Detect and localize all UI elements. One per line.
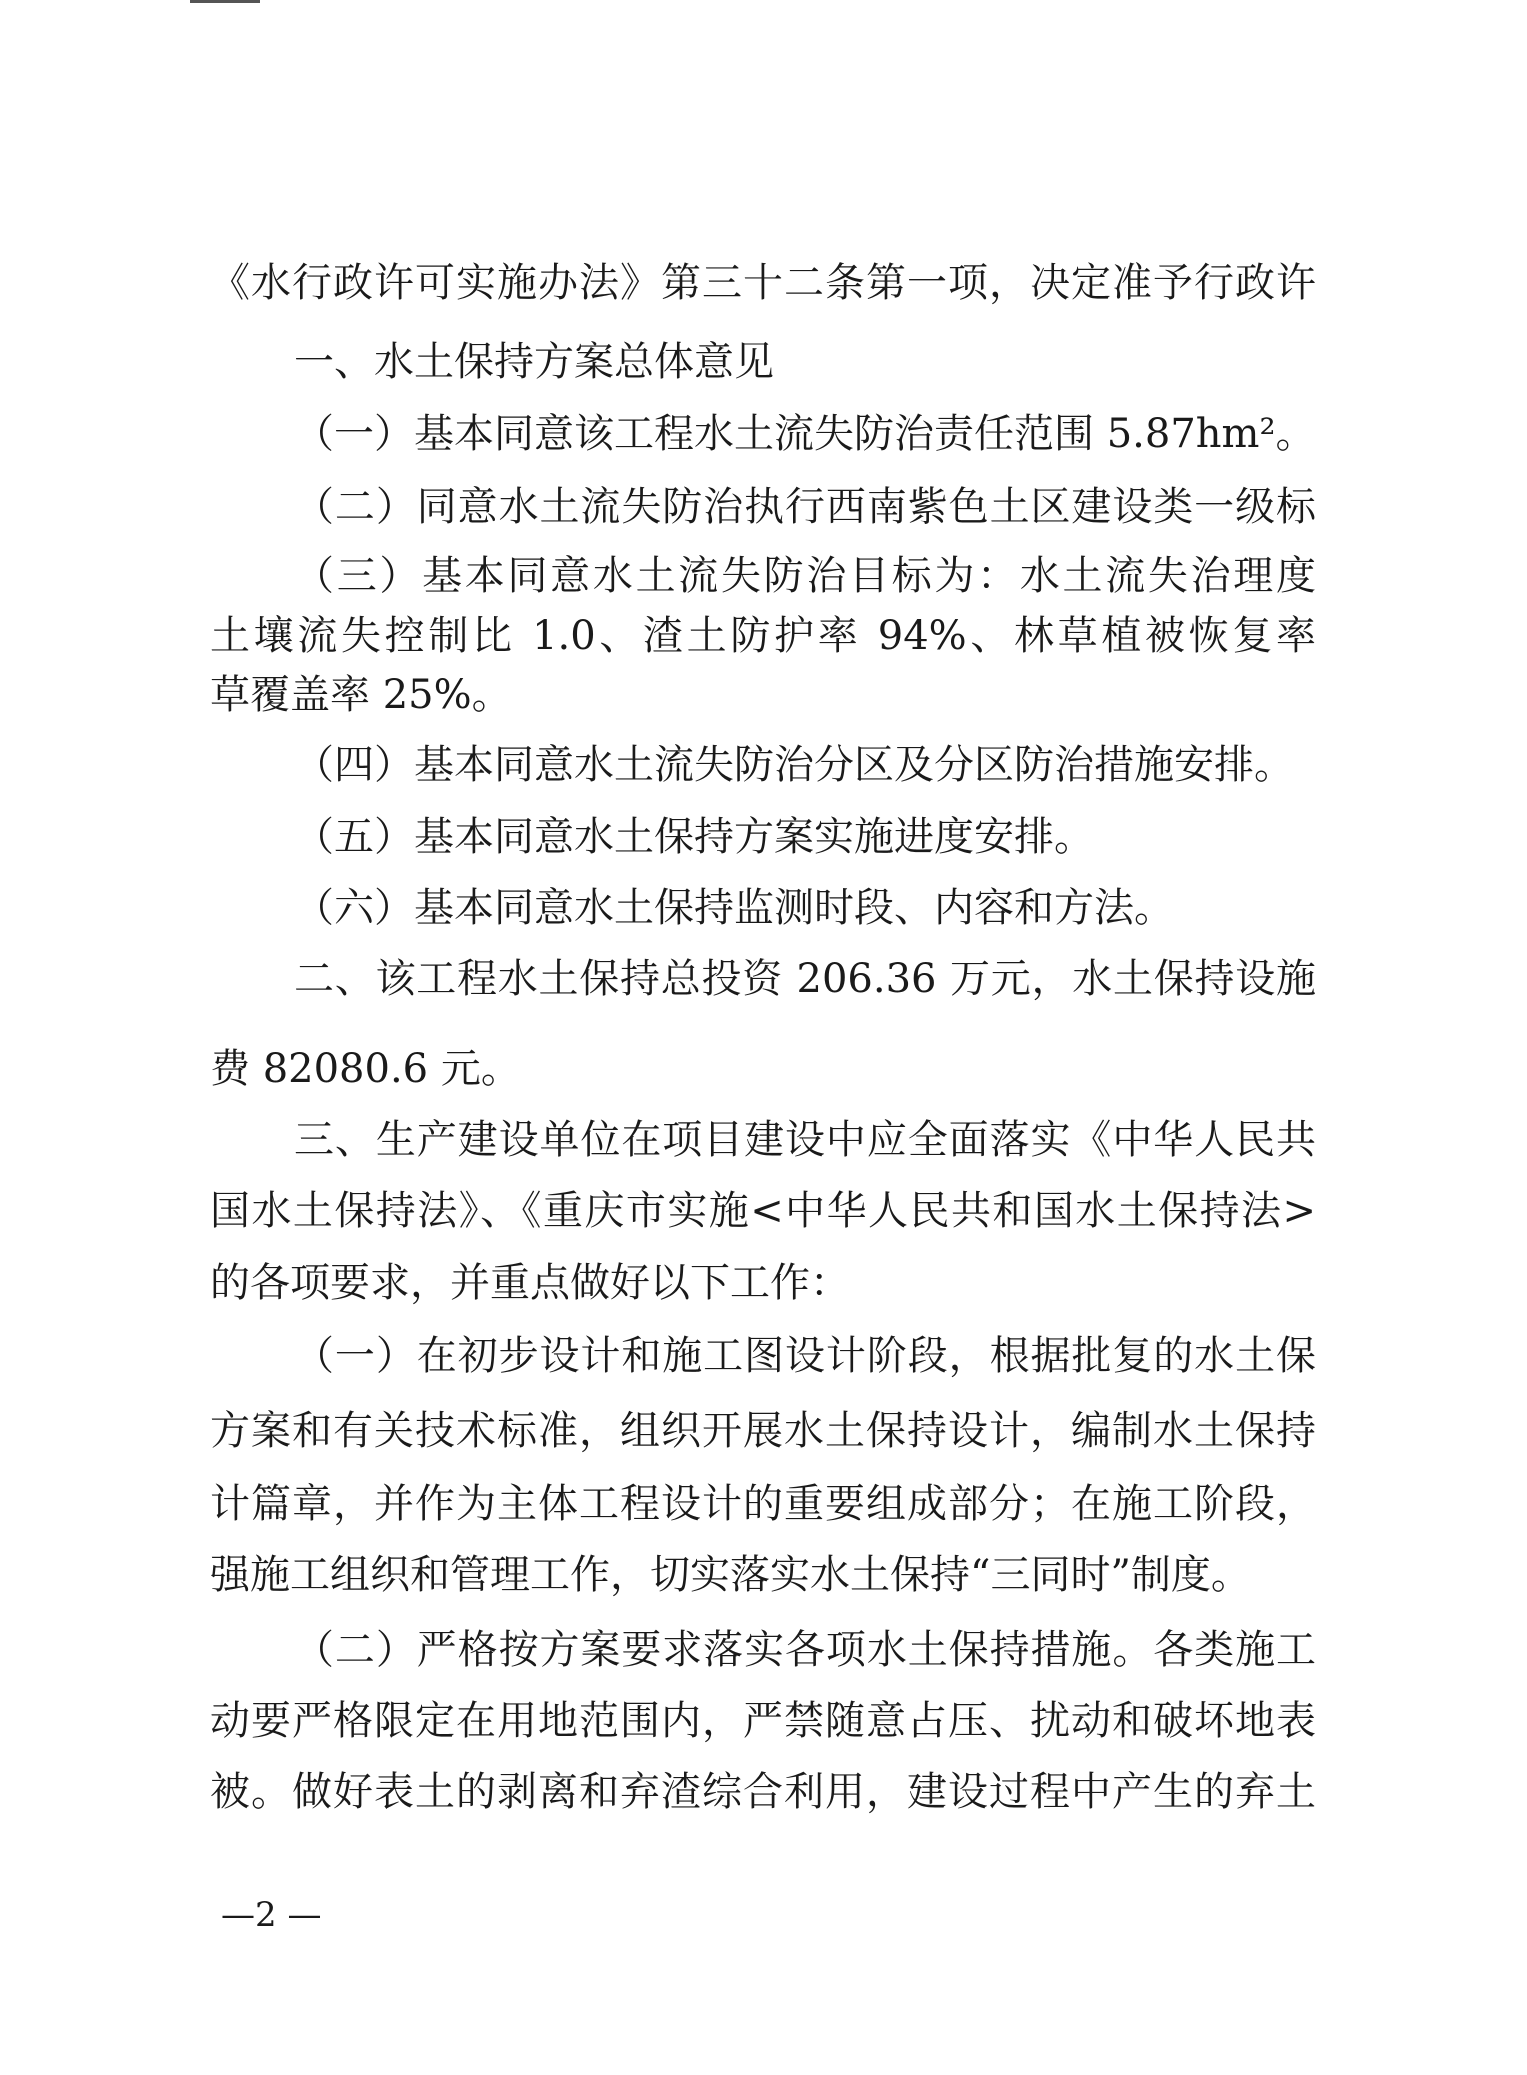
text-line: 的各项要求，并重点做好以下工作： [210,1260,850,1306]
text-line: 方案和有关技术标准，组织开展水土保持设计，编制水土保持 [210,1408,1316,1454]
text-line: 计篇章，并作为主体工程设计的重要组成部分；在施工阶段， [210,1481,1316,1527]
text-line: （六）基本同意水土保持监测时段、内容和方法。 [294,885,1174,931]
scan-mark [190,0,260,3]
text-line: 三、生产建设单位在项目建设中应全面落实《中华人民共 [294,1117,1316,1163]
text-line: 被。做好表土的剥离和弃渣综合利用，建设过程中产生的弃土 [210,1769,1316,1815]
text-line: （五）基本同意水土保持方案实施进度安排。 [294,814,1094,860]
text-line: （一）基本同意该工程水土流失防治责任范围 5.87hm²。 [294,411,1316,457]
text-line: （三）基本同意水土流失防治目标为：水土流失治理度 [294,553,1316,599]
text-line: 《水行政许可实施办法》第三十二条第一项，决定准予行政许 [210,260,1316,306]
text-line: （一）在初步设计和施工图设计阶段，根据批复的水土保 [294,1333,1316,1379]
text-line: （四）基本同意水土流失防治分区及分区防治措施安排。 [294,742,1294,788]
text-line: （二）严格按方案要求落实各项水土保持措施。各类施工 [294,1627,1316,1673]
text-line: （二）同意水土流失防治执行西南紫色土区建设类一级标 [294,484,1316,530]
text-line: 草覆盖率 25%。 [210,672,512,718]
text-line: 二、该工程水土保持总投资 206.36 万元，水土保持设施 [294,956,1316,1002]
text-line: 强施工组织和管理工作，切实落实水土保持“三同时”制度。 [210,1552,1251,1598]
text-line: 土壤流失控制比 1.0、渣土防护率 94%、林草植被恢复率 [210,613,1316,659]
text-line: 动要严格限定在用地范围内，严禁随意占压、扰动和破坏地表 [210,1698,1316,1744]
text-line: 费 82080.6 元。 [210,1046,521,1092]
text-line: 国水土保持法》、《重庆市实施<中华人民共和国水土保持法> [210,1188,1316,1234]
section-heading: 一、水土保持方案总体意见 [294,339,774,385]
page-number: —2 — [221,1895,322,1935]
